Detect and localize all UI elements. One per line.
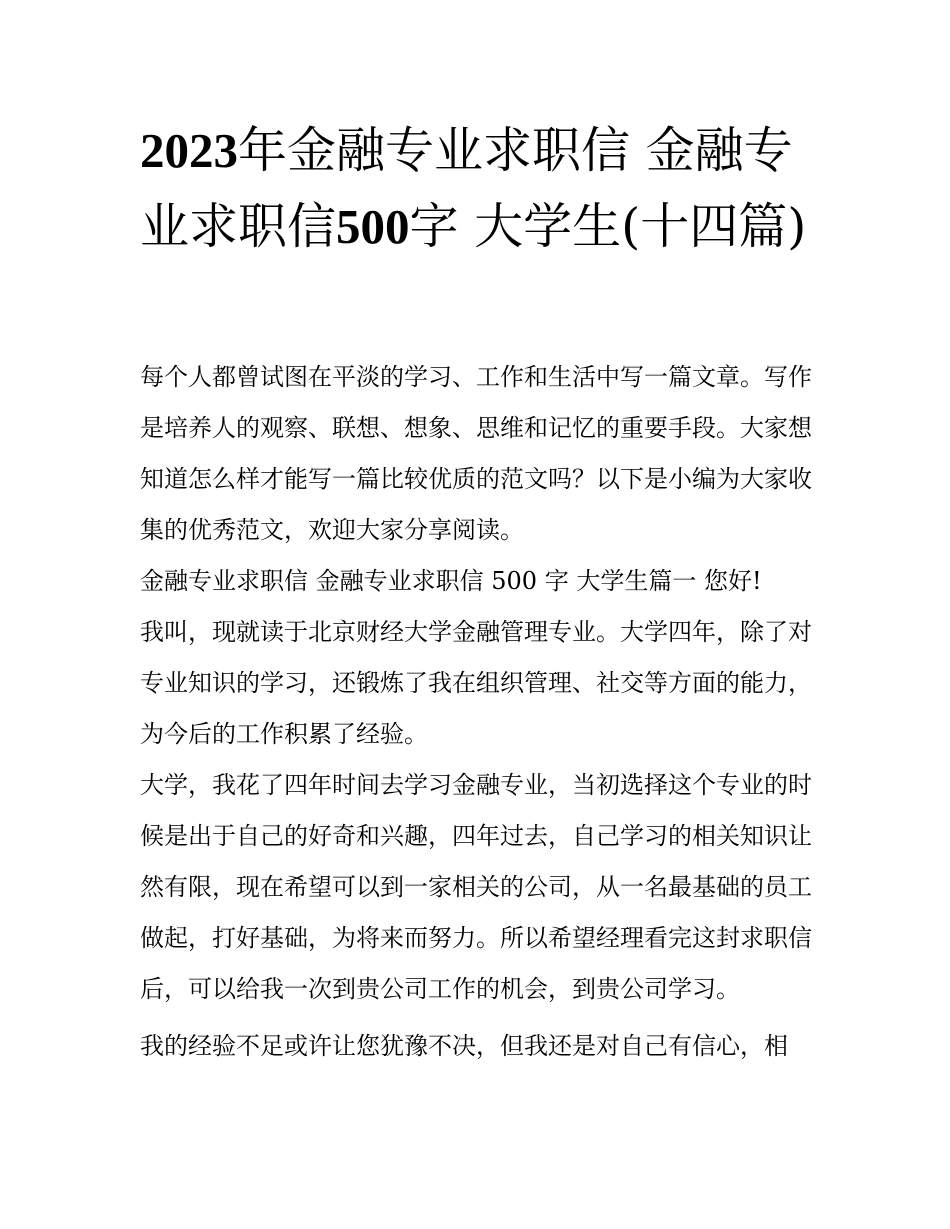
title-text-1: 年金融专业求职信 金融专业求职信 [140, 122, 793, 255]
paragraph-heading-greeting: 金融专业求职信 金融专业求职信 500 字 大学生篇一 您好! [140, 567, 762, 595]
document-body [140, 352, 812, 1072]
title-word-count: 500 [336, 199, 410, 254]
paragraph-study: 大学，我花了四年时间去学习金融专业，当初选择这个专业的时候是出于自己的好奇和兴趣，四年过去，自己学习的相关知识让然有限，现在希望可以到一家相关的公司，从一名最基础的员工做起，打好基础，为将来而努力。所以希望经理看完这封求职信后，可以给我一次到贵公司工作的机会，到贵公司学习。 [140, 771, 812, 1003]
paragraph-confidence: 我的经验不足或许让您犹豫不决，但我还是对自己有信心，相 [140, 1032, 788, 1060]
paragraph-self-intro: 我叫，现就读于北京财经大学金融管理专业。大学四年，除了对专业知识的学习，还锻炼了我在组织管理、社交等方面的能力，为今后的工作积累了经验。 [140, 618, 812, 748]
title-text-2: 字 大学生(十四篇) [409, 198, 807, 255]
paragraph-intro: 每个人都曾试图在平淡的学习、工作和生活中写一篇文章。写作是培养人的观察、联想、想象、思维和记忆的重要手段。大家想知道怎么样才能写一篇比较优质的范文吗？以下是小编为大家收集的优秀范文，欢迎大家分享阅读。 [140, 363, 812, 544]
title-year: 2023 [140, 123, 238, 178]
document-title [140, 113, 820, 265]
